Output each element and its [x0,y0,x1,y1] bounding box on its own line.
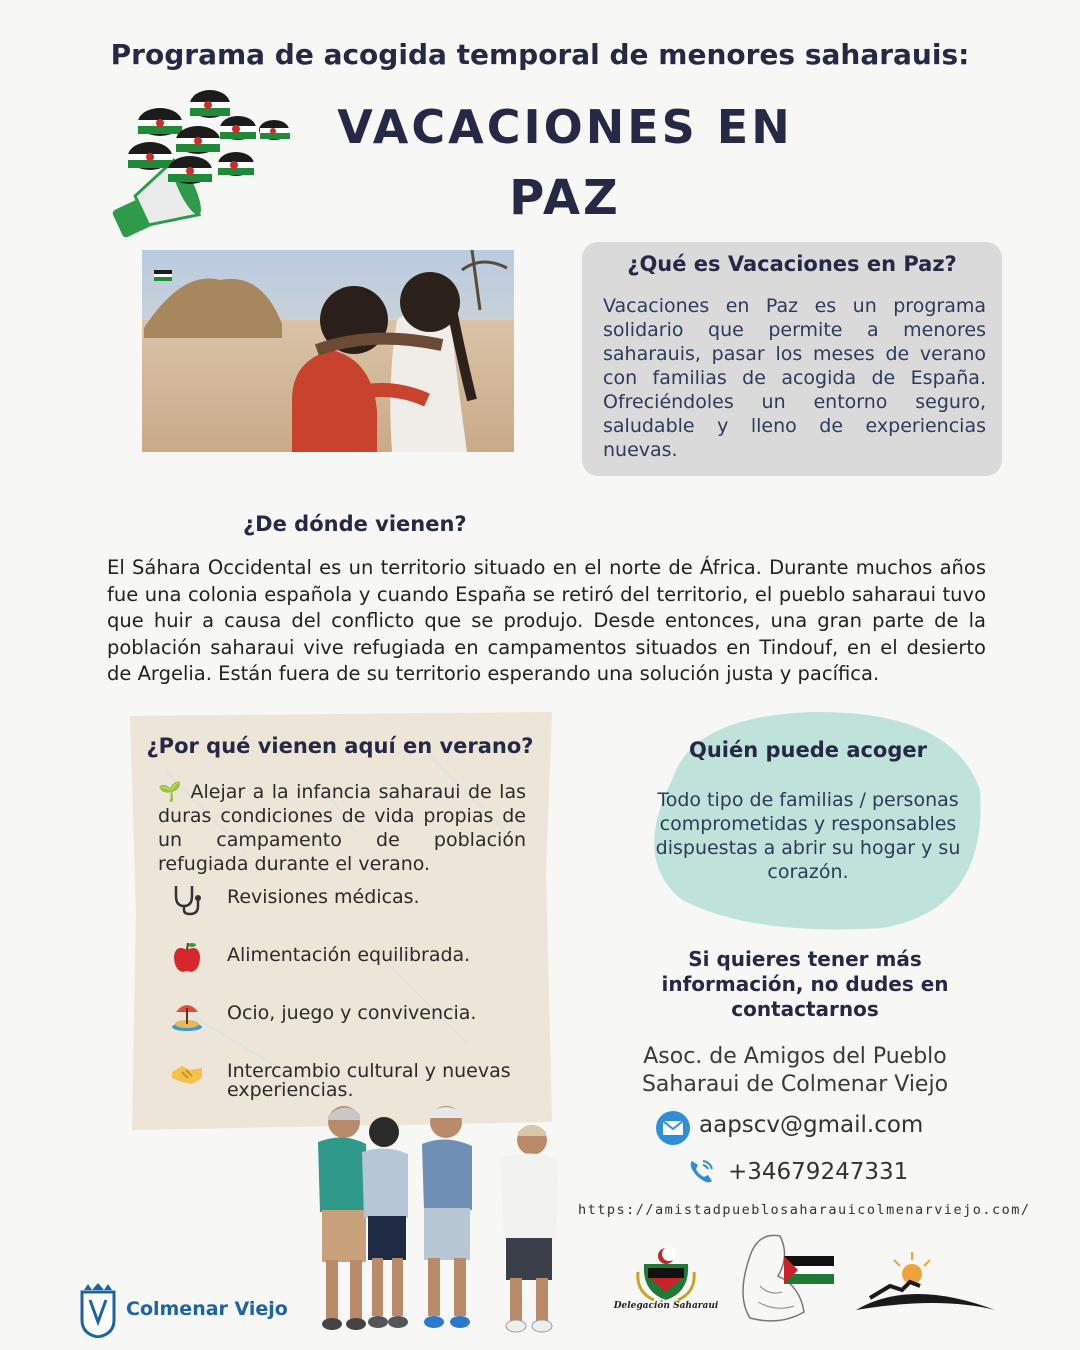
phone-number[interactable]: +34679247331 [728,1159,909,1185]
why-item-label: Alimentación equilibrada. [227,944,471,966]
where-heading: ¿De dónde vienen? [243,512,467,536]
page-title-line2: PAZ [509,170,621,226]
stethoscope-icon [170,884,204,916]
colmenar-viejo-wordmark: Colmenar Viejo [126,1298,288,1320]
delegacion-saharaui-text: Delegación Saharaui [613,1301,719,1311]
where-text: El Sáhara Occidental es un territorio situado en el norte de África. Durante muchos años fue una colonia española y cuando España se retiró del territorio, el pueblo saharaui tuvo que huir a causa del conflicto que se produjo. Desde entonces, una gran parte de la población saharaui vive refugiada en campamentos situados en Tindouf, en el desierto de Argelia. Están fuera de su territorio esperando una solución justa y pacífica. [107,556,986,685]
page-title-line1: VACACIONES EN [337,100,793,154]
header-subtitle: Programa de acogida temporal de menores saharauis: [110,38,970,71]
who-text: Todo tipo de familias / personas comprometidas y responsables dispuestas a abrir su hogar y su corazón. [655,789,961,883]
email-address[interactable]: aapscv@gmail.com [699,1112,924,1138]
what-is-it-heading: ¿Qué es Vacaciones en Paz? [627,252,957,276]
why-intro-text [158,780,526,876]
why-item-label: Ocio, juego y convivencia. [227,1002,477,1024]
why-heading: ¿Por qué vienen aquí en verano? [146,734,534,758]
who-heading: Quién puede acoger [689,738,927,762]
phone-icon [686,1157,716,1187]
kids-walking-photo [296,1100,576,1335]
organization-name: Asoc. de Amigos del Pueblo Saharaui de Colmenar Viejo [641,1044,949,1097]
colmenar-viejo-crest-icon [78,1282,118,1338]
sprout-icon: 🌱 [158,781,191,803]
email-icon [655,1110,691,1146]
children-hugging-photo [142,250,514,452]
contact-heading: Si quieres tener más información, no dudes en contactarnos [661,947,949,1021]
apple-icon [170,942,204,974]
megaphone-flags-illustration [100,82,300,242]
femas-logo [850,1250,1000,1320]
what-is-it-text: Vacaciones en Paz es un programa solidario que permite a menores saharauis, pasar los meses de verano con familias de acogida de España. Ofreciéndoles un entorno seguro, saludable y lleno de experiencias nuevas. [603,295,986,461]
why-intro-label: Alejar a la infancia saharaui de las duras condiciones de vida propias de un campamento de población refugiada durante el verano. [158,781,527,875]
flags-cluster [128,90,290,184]
handshake-icon [170,1058,204,1090]
why-item-label: Intercambio cultural y nuevas experiencias. [227,1060,511,1101]
website-link[interactable]: https://amistadpueblosaharauicolmenarviejo.com/ [578,1202,1031,1218]
asociacion-amigos-logo [730,1226,842,1330]
beach-umbrella-icon [170,1000,204,1032]
why-item-label: Revisiones médicas. [227,886,420,908]
